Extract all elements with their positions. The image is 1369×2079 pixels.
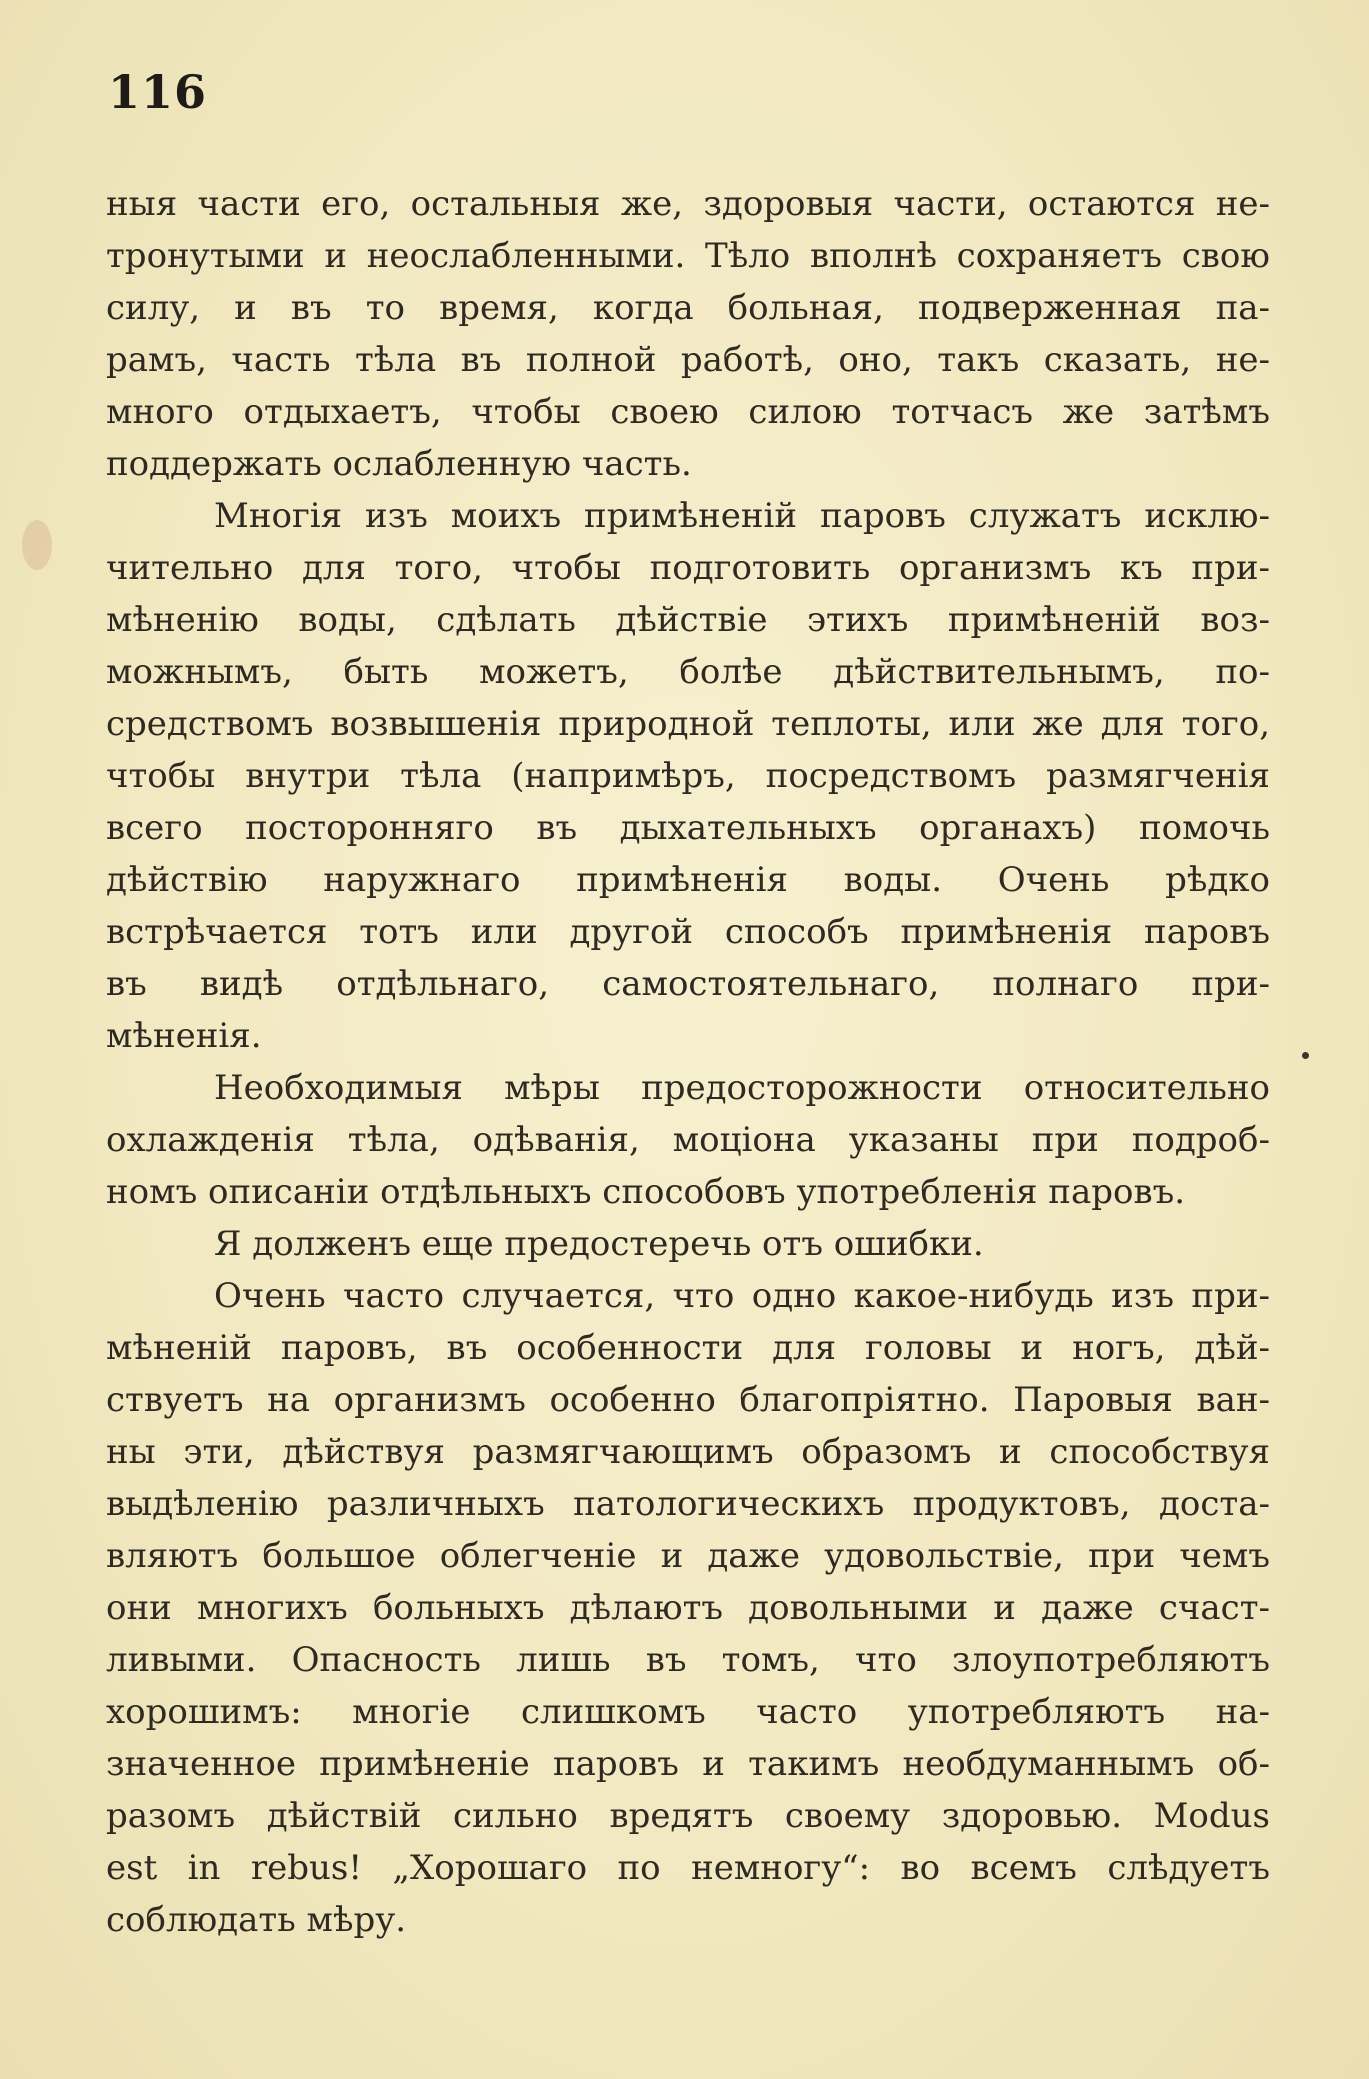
text-line: значенное примѣненіе паровъ и такимъ необдуманнымъ об- <box>106 1744 1270 1784</box>
text-line: чтобы внутри тѣла (напримѣръ, посредствомъ размягченія <box>106 756 1270 796</box>
ink-dot <box>1302 1052 1309 1059</box>
text-line: вляютъ большое облегченіе и даже удовольствіе, при чемъ <box>106 1536 1270 1576</box>
text-line: номъ описаніи отдѣльныхъ способовъ употребленія паровъ. <box>106 1172 1186 1212</box>
text-line: мѣненія. <box>106 1016 262 1056</box>
text-line: рамъ, часть тѣла въ полной работѣ, оно, такъ сказать, не- <box>106 340 1270 380</box>
text-line: они многихъ больныхъ дѣлаютъ довольными и даже счаст- <box>106 1588 1270 1628</box>
text-line: Я долженъ еще предостеречь отъ ошибки. <box>214 1224 984 1264</box>
text-line: ныя части его, остальныя же, здоровыя части, остаются не- <box>106 184 1270 224</box>
text-line: поддержать ослабленную часть. <box>106 444 692 484</box>
text-line: всего посторонняго въ дыхательныхъ органахъ) помочь <box>106 808 1270 848</box>
text-line: est in rebus! „Хорошаго по немногу“: во всемъ слѣдуетъ <box>106 1848 1270 1888</box>
text-line: мѣненій паровъ, въ особенности для головы и ногъ, дѣй- <box>106 1328 1270 1368</box>
text-line: мѣненію воды, сдѣлать дѣйствіе этихъ примѣненій воз- <box>106 600 1270 640</box>
text-line: соблюдать мѣру. <box>106 1900 407 1940</box>
text-line: средствомъ возвышенія природной теплоты, или же для того, <box>106 704 1270 744</box>
text-line: силу, и въ то время, когда больная, подверженная па- <box>106 288 1270 328</box>
text-line: Очень часто случается, что одно какое-нибудь изъ при- <box>214 1276 1270 1316</box>
text-line: ствуетъ на организмъ особенно благопріятно. Паровыя ван- <box>106 1380 1270 1420</box>
text-line: выдѣленію различныхъ патологическихъ продуктовъ, доста- <box>106 1484 1270 1524</box>
text-line: тронутыми и неослабленными. Тѣло вполнѣ сохраняетъ свою <box>106 236 1270 276</box>
text-line: Многія изъ моихъ примѣненій паровъ служатъ исклю- <box>214 496 1270 536</box>
text-line: разомъ дѣйствій сильно вредятъ своему здоровью. Modus <box>106 1796 1270 1836</box>
paper-stain <box>22 520 52 570</box>
text-line: можнымъ, быть можетъ, болѣе дѣйствительнымъ, по- <box>106 652 1270 692</box>
text-line: дѣйствію наружнаго примѣненія воды. Очень рѣдко <box>106 860 1270 900</box>
text-line: много отдыхаетъ, чтобы своею силою тотчасъ же затѣмъ <box>106 392 1270 432</box>
text-line: ны эти, дѣйствуя размягчающимъ образомъ и способствуя <box>106 1432 1270 1472</box>
text-line: чительно для того, чтобы подготовить организмъ къ при- <box>106 548 1270 588</box>
text-line: ливыми. Опасность лишь въ томъ, что злоупотребляютъ <box>106 1640 1270 1680</box>
text-line: встрѣчается тотъ или другой способъ примѣненія паровъ <box>106 912 1270 952</box>
page-number: 116 <box>108 65 208 119</box>
text-line: Необходимыя мѣры предосторожности относительно <box>214 1068 1270 1108</box>
text-line: охлажденія тѣла, одѣванія, моціона указаны при подроб- <box>106 1120 1270 1160</box>
text-line: въ видѣ отдѣльнаго, самостоятельнаго, полнаго при- <box>106 964 1270 1004</box>
text-line: хорошимъ: многіе слишкомъ часто употребляютъ на- <box>106 1692 1270 1732</box>
body-text <box>106 178 1270 1946</box>
